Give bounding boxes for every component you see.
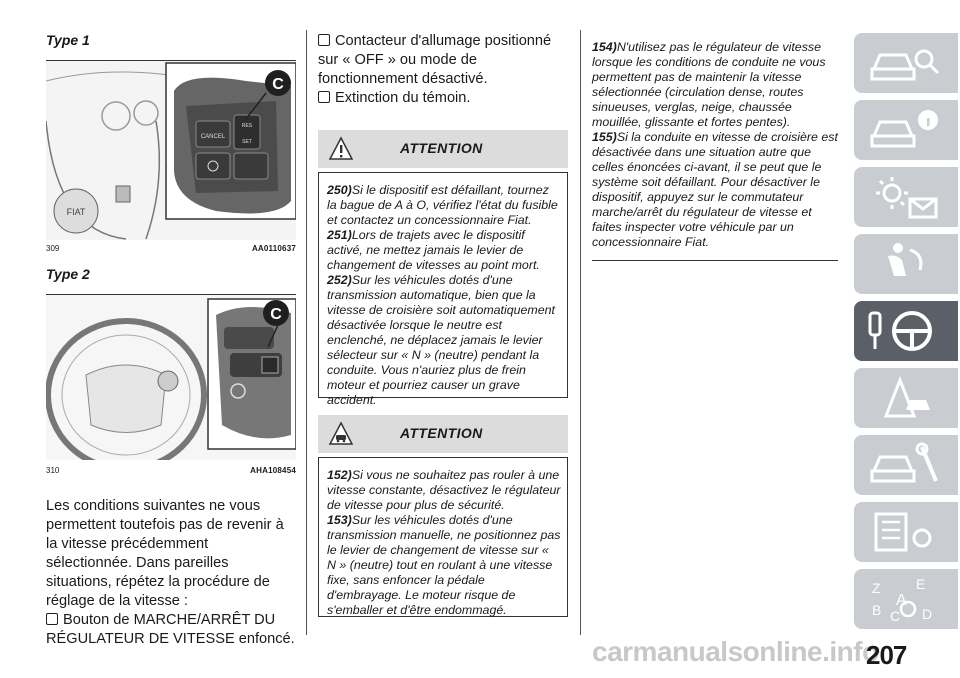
tab-car-info[interactable]: [854, 100, 958, 160]
column-divider: [580, 30, 581, 635]
tab-index[interactable]: [854, 569, 958, 629]
figure-2-code: AHA108454: [250, 466, 296, 475]
figure-2-caption: [46, 466, 296, 475]
figure-1-code: AA0110637: [251, 244, 296, 253]
column-right-notes: [592, 40, 838, 261]
svg-text:A: A: [896, 592, 907, 609]
bullet-item: Extinction du témoin.: [318, 89, 568, 108]
callout-c-label: C: [272, 76, 284, 93]
svg-text:RES: RES: [241, 123, 253, 129]
technical-data-icon: [866, 508, 946, 556]
warning-1-heading: ATTENTION: [400, 140, 483, 156]
tab-emergency[interactable]: [854, 368, 958, 428]
tab-warning-lights[interactable]: [854, 167, 958, 227]
warning-item: 250)Si le dispositif est défaillant, tournez la bague de A à O, vérifiez l'état du fusible et contactez un concessionnaire Fiat.: [327, 183, 558, 227]
warning-1-box: [318, 172, 568, 407]
steering-wheel-key-icon: [866, 307, 946, 355]
car-warning-icon: [328, 421, 354, 447]
svg-text:FIAT: FIAT: [66, 207, 86, 217]
warning-2-box: [318, 457, 568, 617]
figure-309-type1-cruise-control: [46, 60, 296, 240]
svg-text:E: E: [916, 576, 926, 592]
watermark: carmanualsonline.info: [592, 636, 879, 667]
car-maintenance-icon: [866, 441, 946, 489]
seat-safety-icon: [866, 240, 946, 288]
figure-1-caption: [46, 244, 296, 253]
figure-1-number: 309: [46, 244, 60, 253]
figure-2-number: 310: [46, 466, 60, 475]
warning-item: 152)Si vous ne souhaitez pas rouler à une vitesse constante, désactivez le régulateur de vitesse pour plus de sécurité.: [327, 468, 561, 512]
warning-item: 155)Si la conduite en vitesse de croisière est désactivée dans une situation autre que celles énoncées ci-avant, il se peut que le système soit défaillant. Pour désactiver le dispositif, appuyez sur le commutateur marche/arrêt du régulateur de vitesse et faites inspecter votre véhicule par un concessionnaire Fiat.: [592, 130, 838, 249]
svg-text:D: D: [922, 606, 933, 622]
svg-text:SET: SET: [242, 139, 252, 145]
warning-item: 153)Sur les véhicules dotés d'une transmission manuelle, ne positionnez pas le levier de changement de vitesse sur « N » (neutre) tout en roulant à une vitesse fixe, sans enfoncer la pédale d'embrayage. Le moteur risque de s'emballer et d'être endommagé.: [327, 513, 561, 617]
callout-c-label: C: [270, 306, 282, 323]
column-divider: [306, 30, 307, 635]
warning-1-header: [318, 130, 568, 168]
steering-wheel-type2-illustration: [46, 295, 296, 460]
warning-triangle-icon: [328, 136, 354, 162]
checkbox-bullet-icon: [318, 91, 330, 103]
col1-paragraph-block: [46, 497, 296, 649]
warning-item: 251)Lors de trajets avec le dispositif activé, ne mettez jamais le levier de changement de vitesses au point mort.: [327, 228, 540, 272]
warning-2-heading: ATTENTION: [400, 425, 483, 441]
warning-2-header: [318, 415, 568, 453]
tab-safety[interactable]: [854, 234, 958, 294]
figure-1-title: Type 1: [46, 32, 90, 48]
tab-technical-data[interactable]: [854, 502, 958, 562]
figure-310-type2-cruise-control: [46, 294, 296, 460]
warning-item: 154)N'utilisez pas le régulateur de vitesse lorsque les conditions de conduite ne vous permettent pas de maintenir la vitesse sélectionnée (circulation dense, routes sinueuses, verglas, neige, chaussée mouillée, glissante et fortes pentes).: [592, 40, 826, 129]
warning-lights-icon: [866, 173, 946, 221]
tab-starting-driving[interactable]: [854, 301, 958, 361]
page-number: 207: [866, 640, 907, 670]
warning-item: 252)Sur les véhicules dotés d'une transmission automatique, bien que la vitesse de croisière soit automatiquement désactivée lorsque le neutre est enclenché, ne déplacez jamais le levier sélecteur sur « N » (neutre) pendant la conduite. Vous n'auriez plus de frein moteur et pourriez causer un grave accident.: [327, 273, 555, 407]
svg-text:C: C: [890, 608, 901, 623]
figure-2-title: Type 2: [46, 266, 90, 282]
road-emergency-icon: [866, 374, 946, 422]
car-info-icon: [866, 106, 946, 154]
col2-bullets: [318, 32, 568, 108]
svg-text:B: B: [872, 602, 882, 618]
body-paragraph: Les conditions suivantes ne vous permettent toutefois pas de revenir à la vitesse précédemment sélectionnée. Dans pareilles situations, répétez la procédure de réglage de la vitesse :: [46, 498, 284, 609]
checkbox-bullet-icon: [46, 613, 58, 625]
checkbox-bullet-icon: [318, 34, 330, 46]
steering-wheel-type1-illustration: [46, 61, 296, 240]
svg-text:Z: Z: [872, 580, 881, 596]
tab-maintenance[interactable]: [854, 435, 958, 495]
car-search-icon: [866, 39, 946, 87]
tab-car-search[interactable]: [854, 33, 958, 93]
alphabetical-index-icon: [866, 575, 946, 623]
bullet-item: Contacteur d'allumage positionné sur « OFF » ou mode de fonctionnement désactivé.: [318, 33, 552, 87]
bullet-item: Bouton de MARCHE/ARRÊT DU RÉGULATEUR DE VITESSE enfoncé.: [46, 612, 295, 647]
cancel-button-label: CANCEL: [200, 134, 226, 140]
